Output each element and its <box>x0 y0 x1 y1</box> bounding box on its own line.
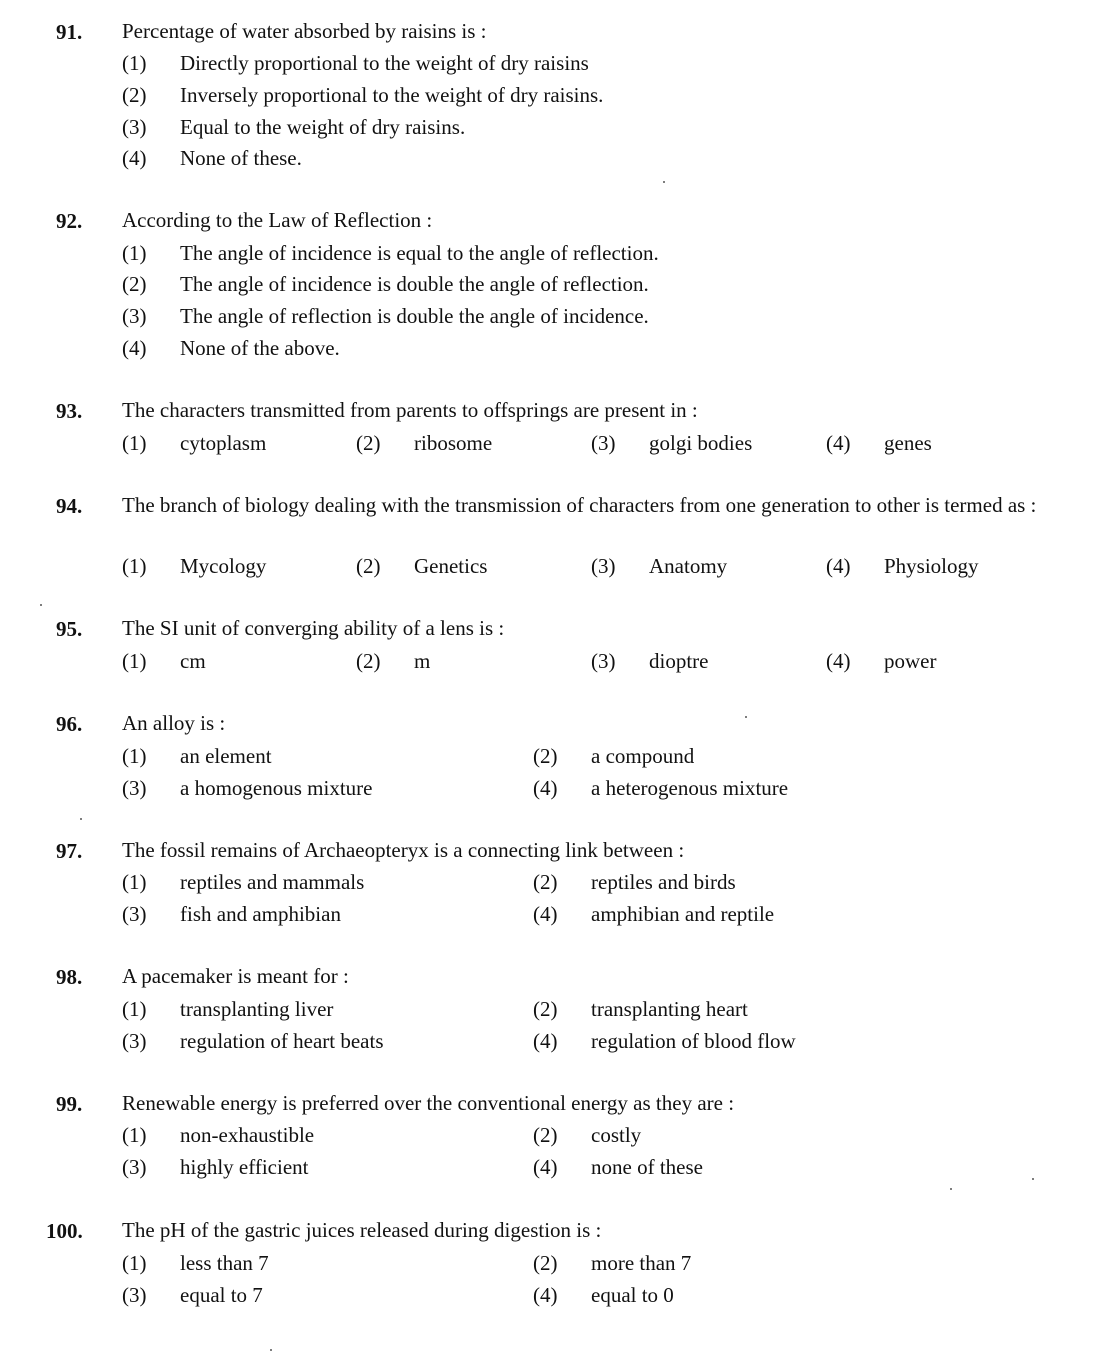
option-text: cm <box>180 649 206 673</box>
option-text: reptiles and mammals <box>180 870 365 894</box>
option-number: (3) <box>122 776 147 800</box>
option-number: (2) <box>533 997 558 1021</box>
option-number: (1) <box>122 1123 147 1147</box>
question-number: 91. <box>56 20 83 44</box>
option-4 <box>826 551 979 581</box>
option-number: (3) <box>122 902 147 926</box>
option-text: Equal to the weight of dry raisins. <box>180 115 466 139</box>
option-text: Inversely proportional to the weight of dry raisins. <box>180 83 604 107</box>
option-number: (3) <box>122 1155 147 1179</box>
question-text: The SI unit of converging ability of a lens is : <box>122 616 505 640</box>
scan-speck <box>40 604 42 606</box>
option-text: costly <box>591 1123 642 1147</box>
option-text: Genetics <box>414 554 488 578</box>
option-text: regulation of blood flow <box>591 1029 796 1053</box>
option-text: transplanting heart <box>591 997 748 1021</box>
question-text: Renewable energy is preferred over the conventional energy as they are : <box>122 1091 735 1115</box>
question-text: The characters transmitted from parents to offsprings are present in : <box>122 398 698 422</box>
option-1 <box>122 1120 314 1150</box>
option-text: non-exhaustible <box>180 1123 315 1147</box>
option-text: amphibian and reptile <box>591 902 775 926</box>
option-text: highly efficient <box>180 1155 309 1179</box>
option-number: (2) <box>356 649 381 673</box>
option-text: dioptre <box>649 649 709 673</box>
question-number: 97. <box>56 839 83 863</box>
option-number: (1) <box>122 431 147 455</box>
option-number: (2) <box>533 1251 558 1275</box>
option-number: (3) <box>591 431 616 455</box>
option-text: a heterogenous mixture <box>591 776 789 800</box>
scan-speck <box>950 1188 952 1190</box>
option-number: (3) <box>122 1283 147 1307</box>
option-number: (2) <box>122 272 147 296</box>
option-text: less than 7 <box>180 1251 269 1275</box>
question-number: 99. <box>56 1092 83 1116</box>
option-3 <box>122 112 465 142</box>
question-number: 98. <box>56 965 83 989</box>
option-1 <box>122 428 266 458</box>
option-4 <box>533 1152 703 1182</box>
option-4 <box>826 646 936 676</box>
option-4 <box>122 333 340 363</box>
question-number: 100. <box>46 1219 83 1243</box>
option-number: (4) <box>826 554 851 578</box>
option-3 <box>122 301 649 331</box>
scan-speck <box>270 1349 272 1351</box>
question-number: 95. <box>56 617 83 641</box>
option-text: more than 7 <box>591 1251 692 1275</box>
option-3 <box>122 773 372 803</box>
option-3 <box>122 1026 384 1056</box>
option-number: (3) <box>122 1029 147 1053</box>
option-3 <box>591 551 727 581</box>
option-number: (1) <box>122 51 147 75</box>
option-4 <box>533 899 774 929</box>
scan-speck <box>1032 1178 1034 1180</box>
option-number: (1) <box>122 870 147 894</box>
option-text: equal to 7 <box>180 1283 263 1307</box>
option-1 <box>122 741 272 771</box>
question-text: A pacemaker is meant for : <box>122 964 349 988</box>
option-text: Mycology <box>180 554 267 578</box>
option-2 <box>533 1120 641 1150</box>
option-3 <box>591 646 708 676</box>
option-1 <box>122 238 659 268</box>
option-number: (1) <box>122 554 147 578</box>
option-3 <box>122 1152 309 1182</box>
option-3 <box>122 899 341 929</box>
option-number: (2) <box>356 431 381 455</box>
question-text: The fossil remains of Archaeopteryx is a connecting link between : <box>122 838 685 862</box>
option-number: (3) <box>591 554 616 578</box>
option-1 <box>122 994 333 1024</box>
option-4 <box>533 773 788 803</box>
option-number: (4) <box>533 776 558 800</box>
option-number: (3) <box>122 115 147 139</box>
question-number: 94. <box>56 494 83 518</box>
question-number: 92. <box>56 209 83 233</box>
option-text: a compound <box>591 744 695 768</box>
option-number: (1) <box>122 744 147 768</box>
option-1 <box>122 867 364 897</box>
option-text: m <box>414 649 431 673</box>
option-text: Physiology <box>884 554 979 578</box>
option-3 <box>591 428 752 458</box>
option-text: Anatomy <box>649 554 728 578</box>
option-number: (4) <box>122 146 147 170</box>
option-number: (4) <box>122 336 147 360</box>
scan-speck <box>745 716 747 718</box>
option-4 <box>533 1280 674 1310</box>
option-2 <box>356 428 492 458</box>
option-2 <box>122 80 603 110</box>
option-number: (1) <box>122 1251 147 1275</box>
question-text: Percentage of water absorbed by raisins is : <box>122 19 487 43</box>
option-2 <box>533 867 736 897</box>
option-2 <box>533 1248 691 1278</box>
option-text: equal to 0 <box>591 1283 674 1307</box>
option-text: transplanting liver <box>180 997 334 1021</box>
option-number: (2) <box>356 554 381 578</box>
option-text: reptiles and birds <box>591 870 736 894</box>
option-text: regulation of heart beats <box>180 1029 384 1053</box>
option-text: a homogenous mixture <box>180 776 373 800</box>
option-4 <box>533 1026 796 1056</box>
option-number: (4) <box>533 902 558 926</box>
option-text: an element <box>180 744 272 768</box>
option-text: genes <box>884 431 932 455</box>
option-1 <box>122 1248 269 1278</box>
option-number: (4) <box>533 1283 558 1307</box>
option-text: power <box>884 649 937 673</box>
option-number: (2) <box>122 83 147 107</box>
option-text: fish and amphibian <box>180 902 341 926</box>
option-number: (4) <box>533 1029 558 1053</box>
option-number: (2) <box>533 1123 558 1147</box>
option-number: (4) <box>826 431 851 455</box>
option-text: The angle of incidence is double the angle of reflection. <box>180 272 649 296</box>
option-2 <box>122 269 649 299</box>
question-number: 93. <box>56 399 83 423</box>
option-number: (3) <box>591 649 616 673</box>
option-text: golgi bodies <box>649 431 753 455</box>
option-text: None of these. <box>180 146 302 170</box>
option-4 <box>826 428 932 458</box>
question-text: The pH of the gastric juices released during digestion is : <box>122 1218 602 1242</box>
option-2 <box>533 741 694 771</box>
option-number: (4) <box>826 649 851 673</box>
option-number: (4) <box>533 1155 558 1179</box>
option-1 <box>122 551 266 581</box>
option-2 <box>533 994 748 1024</box>
option-text: The angle of incidence is equal to the angle of reflection. <box>180 241 659 265</box>
option-text: cytoplasm <box>180 431 267 455</box>
option-2 <box>356 551 487 581</box>
scan-speck <box>80 818 82 820</box>
option-4 <box>122 143 302 173</box>
question-text: The branch of biology dealing with the transmission of characters from one generation to other is termed as : <box>122 493 1037 517</box>
option-number: (1) <box>122 649 147 673</box>
option-text: Directly proportional to the weight of dry raisins <box>180 51 589 75</box>
option-number: (2) <box>533 744 558 768</box>
option-number: (1) <box>122 241 147 265</box>
option-text: The angle of reflection is double the angle of incidence. <box>180 304 649 328</box>
option-number: (1) <box>122 997 147 1021</box>
option-3 <box>122 1280 263 1310</box>
option-number: (3) <box>122 304 147 328</box>
question-text: According to the Law of Reflection : <box>122 208 433 232</box>
option-text: None of the above. <box>180 336 340 360</box>
option-number: (2) <box>533 870 558 894</box>
option-1 <box>122 48 589 78</box>
question-text: An alloy is : <box>122 711 226 735</box>
option-2 <box>356 646 430 676</box>
option-text: ribosome <box>414 431 493 455</box>
scan-speck <box>663 181 665 183</box>
option-text: none of these <box>591 1155 703 1179</box>
option-1 <box>122 646 206 676</box>
question-number: 96. <box>56 712 83 736</box>
